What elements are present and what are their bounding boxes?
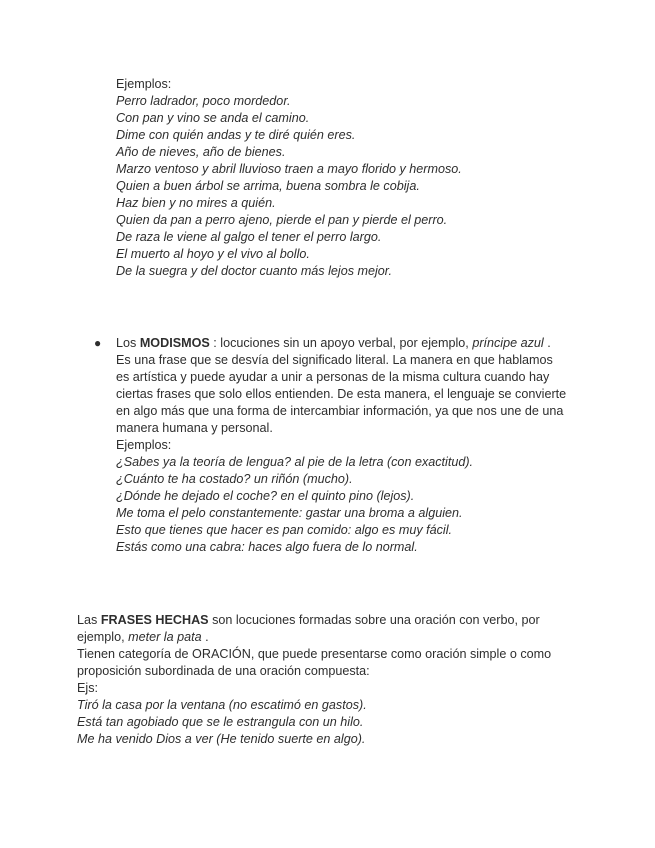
frases-example: meter la pata xyxy=(128,630,202,644)
modismo-example: ¿Dónde he dejado el coche? en el quinto pino (lejos). xyxy=(116,489,415,503)
saying-item: De raza le viene al galgo el tener el perro largo. xyxy=(116,230,382,244)
modismos-body-line: ciertas frases que solo ellos entienden. De esta manera, el lenguaje se convierte xyxy=(116,387,567,401)
examples-heading: Ejemplos: xyxy=(116,438,172,452)
frases-body-line: proposición subordinada de una oración compuesta: xyxy=(77,664,370,678)
frases-body-line: Tienen categoría de ORACIÓN, que puede presentarse como oración simple o como xyxy=(77,647,552,661)
saying-item: El muerto al hoyo y el vivo al bollo. xyxy=(116,247,310,261)
saying-item: Quien a buen árbol se arrima, buena sombra le cobija. xyxy=(116,179,420,193)
frases-term: FRASES HECHAS xyxy=(100,613,209,627)
saying-item: Marzo ventoso y abril lluvioso traen a mayo florido y hermoso. xyxy=(116,162,462,176)
modismos-body-line: es artística y puede ayudar a unir a personas de la misma cultura cuando hay xyxy=(116,370,550,384)
modismos-body-line: en algo más que una forma de intercambiar información, ya que nos une de una xyxy=(116,404,564,418)
intro-mid: son locuciones formadas sobre una oración con verbo, por xyxy=(208,613,540,627)
modismo-example: Esto que tienes que hacer es pan comido: algo es muy fácil. xyxy=(116,523,453,537)
line2-end: . xyxy=(201,630,209,644)
saying-item: Dime con quién andas y te diré quién eres. xyxy=(116,128,356,142)
saying-item: Haz bien y no mires a quién. xyxy=(116,196,276,210)
modismos-term: MODISMOS xyxy=(139,336,210,350)
saying-item: Quien da pan a perro ajeno, pierde el pan y pierde el perro. xyxy=(116,213,448,227)
saying-item: Con pan y vino se anda el camino. xyxy=(116,111,310,125)
intro-end: . xyxy=(543,336,551,350)
modismos-intro xyxy=(116,335,566,352)
modismos-body-line: Es una frase que se desvía del significado literal. La manera en que hablamos xyxy=(116,353,553,367)
frases-intro xyxy=(77,612,551,629)
modismo-example: ¿Cuánto te ha costado? un riñón (mucho). xyxy=(116,472,353,486)
refranes-examples-block xyxy=(116,76,462,280)
frases-intro-line2 xyxy=(77,629,551,646)
modismos-example: príncipe azul xyxy=(472,336,544,350)
intro-prefix: Los xyxy=(116,336,140,350)
examples-heading: Ejs: xyxy=(77,681,98,695)
modismos-section xyxy=(116,335,566,556)
frase-example: Tiró la casa por la ventana (no escatimó en gastos). xyxy=(77,698,367,712)
frase-example: Me ha venido Dios a ver (He tenido suerte en algo). xyxy=(77,732,366,746)
saying-item: Perro ladrador, poco mordedor. xyxy=(116,94,291,108)
frase-example: Está tan agobiado que se le estrangula con un hilo. xyxy=(77,715,364,729)
saying-item: Año de nieves, año de bienes. xyxy=(116,145,286,159)
saying-item: De la suegra y del doctor cuanto más lejos mejor. xyxy=(116,264,393,278)
list-bullet: ● xyxy=(94,336,102,350)
modismo-example: Estás como una cabra: haces algo fuera de lo normal. xyxy=(116,540,418,554)
line2-prefix: ejemplo, xyxy=(77,630,129,644)
modismo-example: Me toma el pelo constantemente: gastar una broma a alguien. xyxy=(116,506,463,520)
modismo-example: ¿Sabes ya la teoría de lengua? al pie de la letra (con exactitud). xyxy=(116,455,474,469)
modismos-body-line: manera humana y personal. xyxy=(116,421,273,435)
frases-hechas-section xyxy=(77,612,551,748)
intro-prefix: Las xyxy=(77,613,101,627)
examples-heading: Ejemplos: xyxy=(116,77,172,91)
intro-mid: : locuciones sin un apoyo verbal, por ejemplo, xyxy=(209,336,473,350)
